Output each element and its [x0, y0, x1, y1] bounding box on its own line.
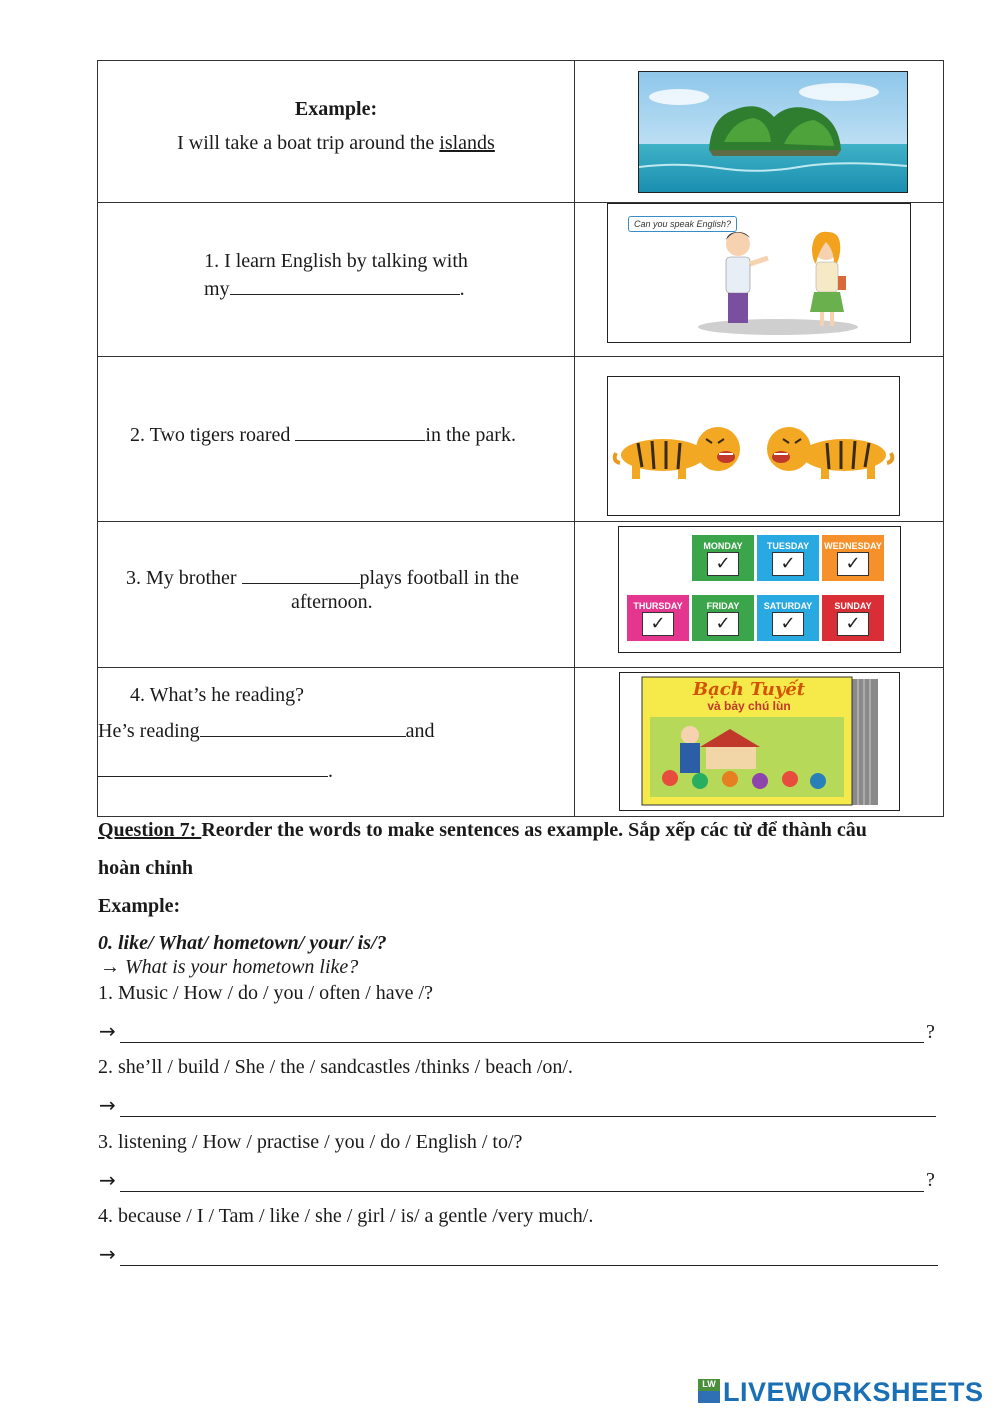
reorder-item-4: 4. because / I / Tam / like / she / girl / is/ a gentle /very much/. [98, 1205, 594, 1227]
q4-answer-blank-2[interactable] [98, 756, 328, 777]
arrow-icon: → [99, 1019, 116, 1043]
answer-3-question-mark: ? [926, 1169, 935, 1191]
q4-line2-prefix: He’s reading [98, 720, 200, 742]
q4-line2 [98, 716, 435, 744]
weekday-label: WEDNESDAY [824, 541, 882, 551]
weekday-label: FRIDAY [706, 601, 740, 611]
weekday-tile-monday [692, 535, 754, 581]
weekday-label: SATURDAY [763, 601, 813, 611]
q4-question: 4. What’s he reading? [130, 684, 305, 706]
question7-example-answer: → What is your hometown like? [100, 956, 359, 978]
island-image [638, 71, 908, 193]
question7-instruction-line2: hoàn chỉnh [98, 857, 194, 879]
q3-answer-blank[interactable] [242, 563, 360, 584]
q3-line1 [126, 563, 519, 591]
liveworksheets-logo-text: LIVEWORKSHEETS [723, 1377, 984, 1407]
row-divider [98, 356, 943, 357]
answer-line-1[interactable] [120, 1042, 924, 1043]
arrow-icon: → [99, 1168, 116, 1192]
q4-end: . [328, 760, 333, 782]
q1-end: . [459, 278, 465, 300]
tigers-image [607, 376, 900, 516]
q3-suffix: plays football in the [359, 567, 519, 589]
q1-line2-prefix: my [204, 278, 230, 300]
weekday-tile-tuesday [757, 535, 819, 581]
q4-answer-blank-1[interactable] [200, 716, 406, 737]
example-sentence-prefix: I will take a boat trip around the [177, 132, 440, 154]
tigers-illustration [608, 377, 899, 515]
q1-line1: 1. I learn English by talking with [204, 250, 468, 272]
book-subtitle: và bảy chú lùn [707, 699, 791, 713]
check-icon: ✓ [707, 552, 739, 576]
weekday-label: TUESDAY [766, 541, 810, 551]
q2-line [130, 420, 516, 448]
q3-prefix: 3. My brother [126, 567, 242, 589]
arrow-icon: → [99, 1093, 116, 1117]
check-icon: ✓ [837, 612, 869, 636]
row-divider [98, 667, 943, 668]
weekdays-image [618, 526, 901, 653]
talking-image [607, 203, 911, 343]
reorder-item-3: 3. listening / How / practise / you / do / English / to/? [98, 1131, 523, 1153]
reorder-item-2: 2. she’ll / build / She / the / sandcastles /thinks / beach /on/. [98, 1056, 573, 1078]
liveworksheets-logo-icon [698, 1379, 720, 1403]
q1-line2 [204, 274, 465, 302]
example-sentence [98, 130, 574, 156]
question7-example-label: Example: [98, 895, 181, 917]
book-title: Bạch Tuyết [692, 679, 806, 700]
check-icon: ✓ [772, 552, 804, 576]
check-icon: ✓ [837, 552, 869, 576]
arrow-icon: → [99, 1242, 116, 1266]
question7-heading [98, 819, 867, 842]
weekday-tile-saturday [757, 595, 819, 641]
column-divider [574, 61, 575, 816]
weekday-tile-friday [692, 595, 754, 641]
check-icon: ✓ [642, 612, 674, 636]
weekday-label: THURSDAY [633, 601, 683, 611]
reorder-item-1: 1. Music / How / do / you / often / have /? [98, 982, 433, 1004]
answer-line-3[interactable] [120, 1191, 924, 1192]
q2-prefix: 2. Two tigers roared [130, 424, 296, 446]
weekday-label: MONDAY [703, 541, 743, 551]
question7-example-prompt: 0. like/ What/ hometown/ your/ is/? [98, 932, 387, 954]
answer-line-2[interactable] [120, 1116, 936, 1117]
island-illustration [639, 72, 907, 192]
weekday-tile-thursday [627, 595, 689, 641]
weekday-tile-wednesday [822, 535, 884, 581]
logo-mark: LW [698, 1379, 720, 1391]
answer-1-question-mark: ? [926, 1021, 935, 1043]
book-image [619, 672, 900, 811]
check-icon: ✓ [772, 612, 804, 636]
example-label: Example: [294, 98, 378, 120]
q1-answer-blank[interactable] [230, 274, 460, 295]
q2-answer-blank[interactable] [295, 420, 425, 441]
weekday-tile-sunday [822, 595, 884, 641]
row-divider [98, 521, 943, 522]
answer-line-4[interactable] [120, 1265, 938, 1266]
question7-instruction: Reorder the words to make sentences as example. Sắp xếp các từ để thành câu [201, 819, 867, 841]
speech-bubble: Can you speak English? [628, 216, 737, 232]
q3-line2: afternoon. [291, 591, 373, 613]
example-answer: islands [439, 132, 495, 154]
question7-label: Question 7: [98, 819, 202, 841]
check-icon: ✓ [707, 612, 739, 636]
weekday-label: SUNDAY [834, 601, 872, 611]
q4-line3 [98, 756, 333, 784]
q4-line2-suffix: and [405, 720, 435, 742]
q2-suffix: in the park. [425, 424, 516, 446]
